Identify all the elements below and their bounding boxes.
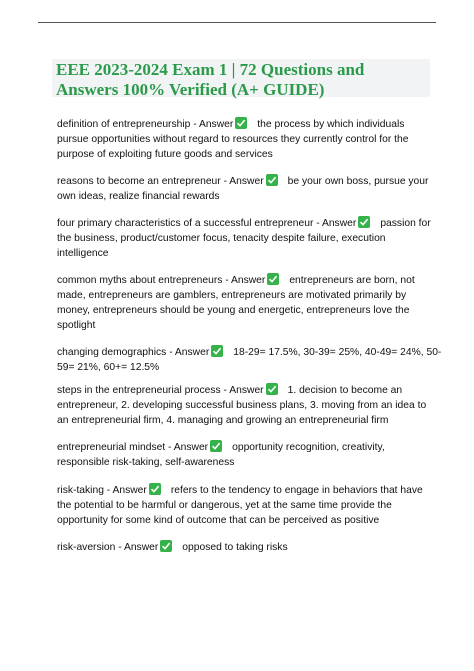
qa-answer-line: opportunity for some kind of outcome that can be perceived as positive xyxy=(57,515,380,526)
checkmark-icon xyxy=(358,216,370,228)
qa-answer-line: entrepreneur, 2. developing successful business plans, 3. moving from an idea to xyxy=(57,400,427,411)
qa-entry xyxy=(57,440,437,470)
qa-term: steps in the entrepreneurial process - Answer xyxy=(57,385,264,396)
checkmark-icon xyxy=(235,117,247,129)
qa-entry xyxy=(57,483,437,528)
qa-answer-line: responsible risk-taking, self-awareness xyxy=(57,457,235,468)
qa-term: risk-taking - Answer xyxy=(57,485,147,496)
title-line-1: EEE 2023-2024 Exam 1 | 72 Questions and xyxy=(56,60,365,79)
qa-term: reasons to become an entrepreneur - Answer xyxy=(57,176,264,187)
qa-answer-line: made, entrepreneurs are gamblers, entrepreneurs are motivated primarily by xyxy=(57,290,407,301)
qa-answer-line: be your own boss, pursue your xyxy=(287,176,429,187)
qa-answer-line: own ideas, realize financial rewards xyxy=(57,191,220,202)
qa-term: common myths about entrepreneurs - Answer xyxy=(57,275,266,286)
checkmark-icon xyxy=(211,345,223,357)
qa-answer-line: 59= 21%, 60+= 12.5% xyxy=(57,362,160,373)
qa-answer-line: 18-29= 17.5%, 30-39= 25%, 40-49= 24%, 50- xyxy=(233,347,442,358)
qa-answer-line: refers to the tendency to engage in behaviors that have xyxy=(170,485,423,496)
qa-term: four primary characteristics of a successful entrepreneur - Answer xyxy=(57,218,357,229)
qa-entry xyxy=(57,216,437,261)
qa-answer-line: passion for xyxy=(380,218,431,229)
qa-entry xyxy=(57,273,437,333)
checkmark-icon xyxy=(267,273,279,285)
qa-answer-line: pursue opportunities without regard to resources they currently control for the xyxy=(57,134,409,145)
qa-entry xyxy=(57,540,437,555)
checkmark-icon xyxy=(266,174,278,186)
qa-term: entrepreneurial mindset - Answer xyxy=(57,442,209,453)
qa-answer-line: purpose of exploiting future goods and services xyxy=(57,149,273,160)
qa-entry xyxy=(57,174,437,204)
qa-answer-line: intelligence xyxy=(57,248,109,259)
qa-answer-line: 1. decision to become an xyxy=(287,385,403,396)
qa-answer-line: entrepreneurs are born, not xyxy=(289,275,415,286)
qa-entry xyxy=(57,383,437,428)
checkmark-icon xyxy=(266,383,278,395)
qa-answer-line: money, entrepreneurs should be young and energetic, entrepreneurs love the xyxy=(57,305,410,316)
qa-answer-line: spotlight xyxy=(57,320,96,331)
qa-answer-line: opportunity recognition, creativity, xyxy=(232,442,385,453)
title-line-2: Answers 100% Verified (A+ GUIDE) xyxy=(56,80,325,99)
qa-entry xyxy=(57,117,437,162)
qa-answer-line: an entrepreneurial firm, 4. managing and growing an entrepreneurial firm xyxy=(57,415,389,426)
checkmark-icon xyxy=(160,540,172,552)
qa-entry xyxy=(57,345,442,375)
page-title xyxy=(56,60,430,100)
top-rule xyxy=(38,22,436,23)
qa-term: definition of entrepreneurship - Answer xyxy=(57,119,234,130)
qa-term: changing demographics - Answer xyxy=(57,347,210,358)
qa-answer-line: the potential to be harmful or dangerous, yet at the same time provide the xyxy=(57,500,392,511)
qa-answer-line: opposed to taking risks xyxy=(182,542,288,553)
qa-term: risk-aversion - Answer xyxy=(57,542,159,553)
qa-answer-line: the business, product/customer focus, tenacity despite failure, execution xyxy=(57,233,386,244)
checkmark-icon xyxy=(149,483,161,495)
qa-answer-line: the process by which individuals xyxy=(257,119,405,130)
checkmark-icon xyxy=(210,440,222,452)
